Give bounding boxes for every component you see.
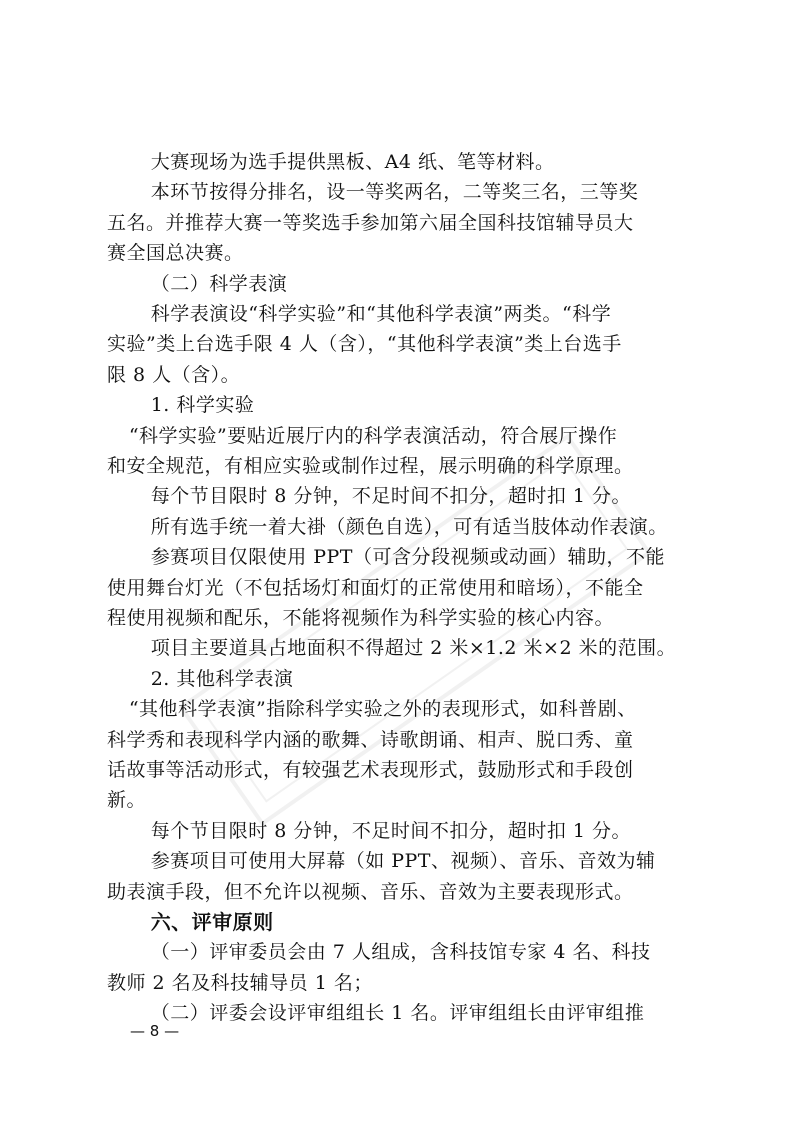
paragraph-line: 1. 科学实验 bbox=[150, 394, 255, 417]
paragraph-line: （二）评委会设评审组组长 1 名。评审组组长由评审组推 bbox=[150, 1002, 645, 1025]
paragraph-line: 每个节目限时 8 分钟，不足时间不扣分，超时扣 1 分。 bbox=[150, 819, 632, 842]
paragraph-line: 和安全规范，有相应实验或制作过程，展示明确的科学原理。 bbox=[107, 455, 634, 477]
paragraph-line: 赛全国总决赛。 bbox=[107, 242, 244, 265]
paragraph-line: 程使用视频和配乐，不能将视频作为科学实验的核心内容。 bbox=[107, 607, 615, 629]
paragraph-line: 限 8 人（含）。 bbox=[107, 363, 241, 386]
paragraph-line: “科学实验”要贴近展厅内的科学表演活动，符合展厅操作 bbox=[128, 424, 618, 447]
paragraph-line: 项目主要道具占地面积不得超过 2 米×1.2 米×2 米的范围。 bbox=[150, 637, 677, 660]
paragraph-line: 助表演手段，但不允许以视频、音乐、音效为主要表现形式。 bbox=[107, 880, 634, 903]
paragraph-line: 科学秀和表现科学内涵的歌舞、诗歌朗诵、相声、脱口秀、童 bbox=[107, 728, 634, 751]
paragraph-line: 2. 其他科学表演 bbox=[150, 667, 294, 690]
paragraph-line: 教师 2 名及科技辅导员 1 名； bbox=[107, 971, 373, 994]
paragraph-line: 每个节目限时 8 分钟，不足时间不扣分，超时扣 1 分。 bbox=[150, 485, 632, 508]
paragraph-line: 实验”类上台选手限 4 人（含），“其他科学表演”类上台选手 bbox=[107, 333, 622, 356]
paragraph-line: 参赛项目仅限使用 PPT（可含分段视频或动画）辅助，不能 bbox=[150, 546, 665, 569]
paragraph-line: 本环节按得分排名，设一等奖两名，二等奖三名，三等奖 bbox=[150, 181, 639, 204]
paragraph-line: 使用舞台灯光（不包括场灯和面灯的正常使用和暗场），不能全 bbox=[107, 576, 644, 599]
paragraph-line: 新。 bbox=[107, 789, 147, 812]
paragraph-line: 五名。并推荐大赛一等奖选手参加第六届全国科技馆辅导员大 bbox=[107, 211, 634, 234]
paragraph-line: （二）科学表演 bbox=[150, 272, 288, 295]
paragraph-line: 大赛现场为选手提供黑板、A4 纸、笔等材料。 bbox=[150, 151, 555, 173]
page-number: — 8 — bbox=[130, 1022, 180, 1040]
paragraph-line: 所有选手统一着大褂（颜色自选），可有适当肢体动作表演。 bbox=[150, 515, 668, 538]
paragraph-line: （一）评审委员会由 7 人组成，含科技馆专家 4 名、科技 bbox=[150, 941, 651, 964]
paragraph-line: 话故事等活动形式，有较强艺术表现形式，鼓励形式和手段创 bbox=[107, 759, 634, 781]
paragraph-line: 科学表演设“科学实验”和“其他科学表演”两类。“科学 bbox=[150, 303, 612, 325]
section-heading: 六、评审原则 bbox=[150, 910, 274, 934]
paragraph-line: “其他科学表演”指除科学实验之外的表现形式，如科普剧、 bbox=[128, 698, 637, 721]
paragraph-line: 参赛项目可使用大屏幕（如 PPT、视频）、音乐、音效为辅 bbox=[150, 850, 656, 873]
